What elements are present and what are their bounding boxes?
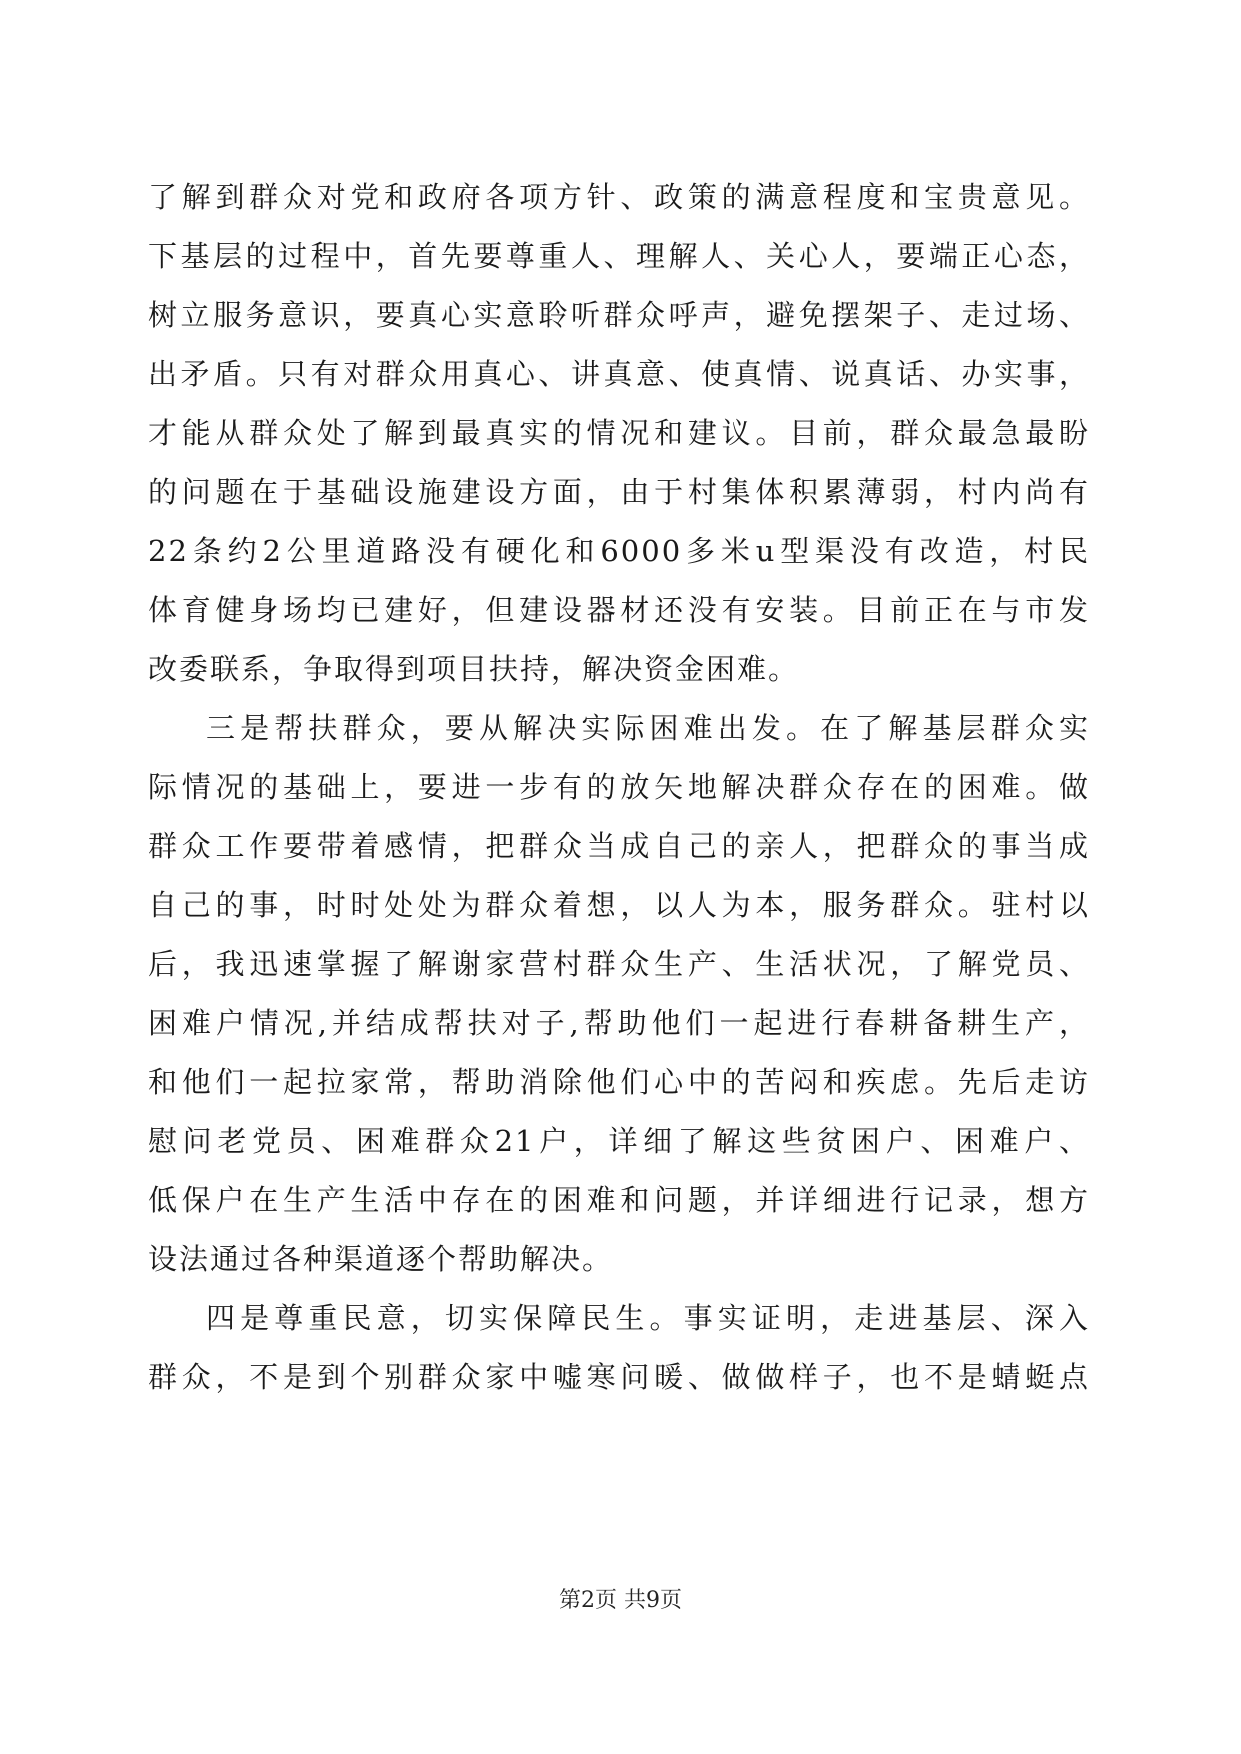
body-text-line: 改委联系，争取得到项目扶持，解决资金困难。 [148,652,800,686]
body-text-line: 22条约2公里道路没有硬化和6000多米u型渠没有改造，村民 [148,534,1090,568]
body-text-line: 的问题在于基础设施建设方面，由于村集体积累薄弱，村内尚有 [148,475,1090,509]
body-text-line: 下基层的过程中，首先要尊重人、理解人、关心人，要端正心态， [148,239,1090,273]
page-number-footer: 第2页 共9页 [559,1588,682,1613]
body-text-line: 困难户情况,并结成帮扶对子,帮助他们一起进行春耕备耕生产， [148,1006,1090,1040]
body-text-line: 群众，不是到个别群众家中嘘寒问暖、做做样子，也不是蜻蜓点 [148,1360,1090,1394]
body-text-line: 三是帮扶群众，要从解决实际困难出发。在了解基层群众实 [206,711,1090,745]
body-text-line: 体育健身场均已建好，但建设器材还没有安装。目前正在与市发 [148,593,1090,627]
body-text-line: 际情况的基础上，要进一步有的放矢地解决群众存在的困难。做 [148,770,1090,804]
body-text-line: 和他们一起拉家常，帮助消除他们心中的苦闷和疾虑。先后走访 [148,1065,1090,1099]
body-text-line: 了解到群众对党和政府各项方针、政策的满意程度和宝贵意见。 [148,180,1090,214]
body-text-line: 出矛盾。只有对群众用真心、讲真意、使真情、说真话、办实事， [148,357,1090,391]
body-text-line: 四是尊重民意，切实保障民生。事实证明，走进基层、深入 [206,1301,1090,1335]
body-text-line: 树立服务意识，要真心实意聆听群众呼声，避免摆架子、走过场、 [148,298,1090,332]
document-body [148,168,1090,1407]
body-text-line: 低保户在生产生活中存在的困难和问题，并详细进行记录，想方 [148,1183,1090,1217]
body-text-line: 后，我迅速掌握了解谢家营村群众生产、生活状况，了解党员、 [148,947,1090,981]
body-text-line: 慰问老党员、困难群众21户，详细了解这些贫困户、困难户、 [148,1124,1090,1158]
body-text-line: 才能从群众处了解到最真实的情况和建议。目前，群众最急最盼 [148,416,1090,450]
body-text-line: 自己的事，时时处处为群众着想，以人为本，服务群众。驻村以 [148,888,1090,922]
body-text-line: 设法通过各种渠道逐个帮助解决。 [148,1242,614,1276]
body-text-line: 群众工作要带着感情，把群众当成自己的亲人，把群众的事当成 [148,829,1090,863]
